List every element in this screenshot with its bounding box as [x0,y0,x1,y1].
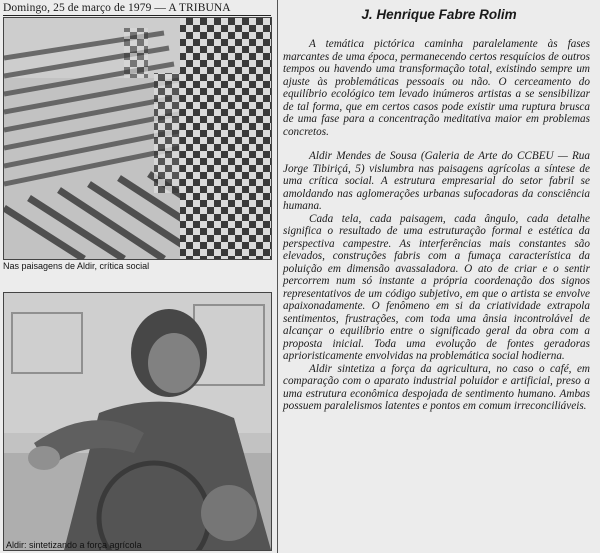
article-paragraph: Cada tela, cada paisagem, cada ângulo, cada detalhe significa o resultado de uma estruturação formal e estética da perspectiva campestre. As interferências mais constantes são elevados, construções fabris com a fumaça característica da poluição em dimensão avassaladora. O ato de criar e o sentir percorrem num só instante a própria coordenação dos signos representativos de um código subjetivo, em que o artista se envolve apaixonadamente. O fenômeno em si da criatividade extrapola sentimentos, frustrações, com toda uma ânsia incontrolável de alcançar o equilíbrio entre o significado geral da obra com a proposta inicial. Toda uma evolução de fontes geradoras aprioristicamente envolvidas na problemática social hodierna. [283,212,590,362]
article-byline: J. Henrique Fabre Rolim [361,7,517,22]
artist-portrait [4,293,271,550]
column-divider [277,0,278,553]
figure-caption: Aldir: sintetizando a força agrícola [6,540,142,550]
artist-photo [3,292,272,551]
painting-photo [3,17,272,260]
article-body [283,38,590,413]
photo-column [3,17,273,553]
dateline: Domingo, 25 de março de 1979 — A TRIBUNA [3,2,231,14]
article-column [283,0,595,553]
figure-caption: Nas paisagens de Aldir, crítica social [3,261,150,271]
agricultural-landscape-painting [4,18,271,259]
article-paragraph: Aldir sintetiza a força da agricultura, no caso o café, em comparação com o aparato industrial poluidor e artificial, preso a uma estrutura econômica despojada de sentimento humano. Ambas possuem paralelismos latentes e pontos em comum irreconciliáveis. [283,362,590,412]
top-rule [3,15,271,16]
article-paragraph: Aldir Mendes de Sousa (Galeria de Arte do CCBEU — Rua Jorge Tibiriçá, 5) vislumbra nas paisagens agrícolas a síntese de uma crítica social. A estrutura empresarial do setor fabril se amoldando nas aglomerações urbanas sufocadoras da consciência humana. [283,150,590,212]
article-paragraph: A temática pictórica caminha paralelamente às fases marcantes de uma época, permanecendo certos resquícios de outros tempos ou havendo uma transformação total, existindo sempre um ajuste às problemáticas pessoais ou não. O cerceamento do equilíbrio ecológico tem levado inúmeros artistas a se sensibilizar de tal forma, que em certos casos pode existir uma ruptura brusca de uma fase para a concentração meditativa maior em problemas concretos. [283,38,590,138]
